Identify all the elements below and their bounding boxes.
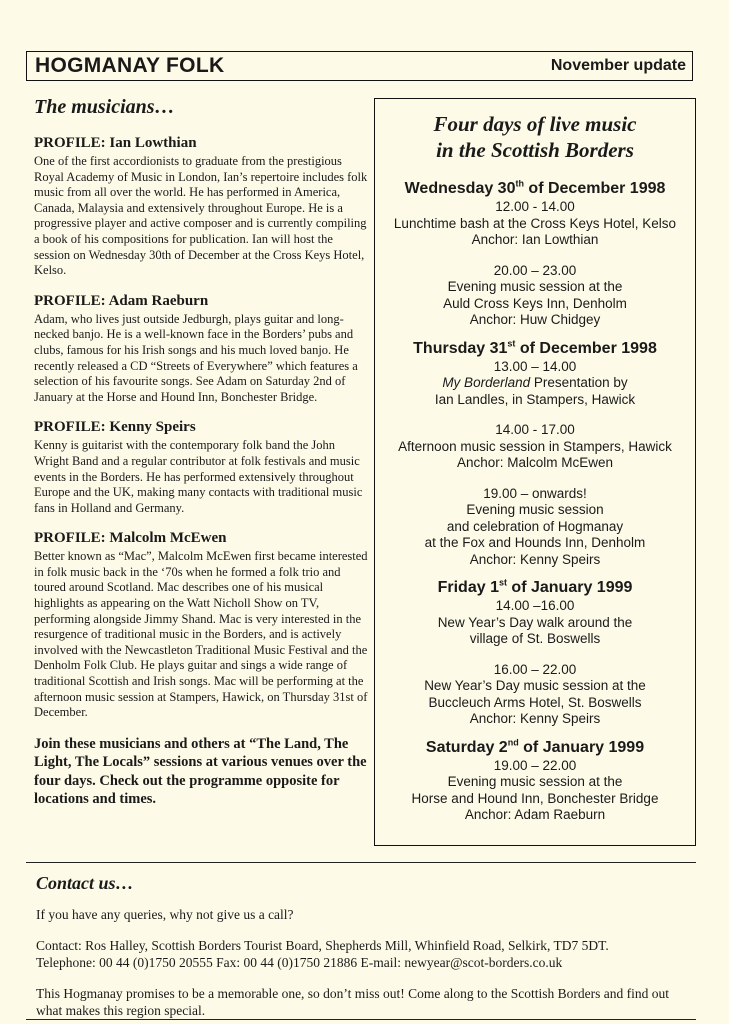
profile-malcolm-mcewen — [34, 530, 372, 721]
programme-event — [375, 486, 695, 569]
event-detail: Horse and Hound Inn, Bonchester Bridge — [411, 790, 659, 806]
profile-heading: PROFILE: Ian Lowthian — [34, 135, 197, 151]
divider-top — [26, 862, 696, 863]
event-detail: My Borderland Presentation by — [442, 375, 628, 390]
programme-event — [375, 422, 695, 472]
event-detail: New Year’s Day walk around the — [437, 614, 633, 630]
event-detail: Evening music session — [466, 502, 604, 517]
programme-event — [375, 263, 695, 329]
event-time: 16.00 – 22.00 — [493, 661, 577, 677]
profile-text: Adam, who lives just outside Jedburgh, plays guitar and long-necked banjo. He is a well-known face in the Borders’ pubs and clubs, famous for his Irish songs and his much loved banjo. He recently released a CD “Streets of Everywhere” which features a selection of his favourite songs. See Adam on Saturday 2nd of January at the Horse and Hound Inn, Bonchester Bridge. — [34, 311, 358, 404]
contact-address: Contact: Ros Halley, Scottish Borders Tourist Board, Shepherds Mill, Whinfield Road, Selkirk, TD7 5DT. — [36, 938, 609, 953]
programme-event — [375, 662, 695, 728]
event-detail: Anchor: Malcolm McEwen — [456, 455, 614, 470]
event-detail: village of St. Boswells — [469, 631, 601, 646]
programme-event — [375, 598, 695, 648]
newsletter-title: HOGMANAY FOLK — [35, 54, 225, 77]
event-detail: Afternoon music session in Stampers, Hawick — [398, 438, 672, 454]
event-detail: Lunchtime bash at the Cross Keys Hotel, Kelso — [393, 215, 677, 231]
programme-event — [375, 199, 695, 249]
event-time: 14.00 - 17.00 — [495, 422, 575, 437]
event-detail: Evening music session at the — [447, 774, 623, 789]
contact-phone: Telephone: 00 44 (0)1750 20555 Fax: 00 44 (0)1750 21886 E-mail: newyear@scot-borders.co.uk — [36, 955, 563, 970]
musicians-heading: The musicians… — [34, 96, 175, 118]
contact-heading: Contact us… — [36, 873, 134, 893]
event-detail: Anchor: Kenny Speirs — [469, 711, 601, 726]
programme-day-heading: Thursday 31st of December 1998 — [413, 338, 657, 357]
programme-day-heading: Wednesday 30th of December 1998 — [404, 178, 666, 197]
programme-event — [375, 359, 695, 409]
event-detail: Anchor: Adam Raeburn — [464, 807, 606, 822]
musicians-column — [34, 96, 372, 809]
profile-text: Kenny is guitarist with the contemporary folk band the John Wright Band and a regular contributor at folk festivals and music events in the Borders. He has performed extensively throughout Europe and the UK, making many contacts with traditional music fans in Holland and Germany. — [34, 438, 363, 515]
update-label: November update — [550, 57, 686, 74]
event-detail: Buccleuch Arms Hotel, St. Boswells — [428, 694, 642, 710]
programme-event — [375, 758, 695, 824]
programme-box — [374, 98, 696, 846]
programme-day-heading: Saturday 2nd of January 1999 — [425, 737, 645, 756]
profile-heading: PROFILE: Adam Raeburn — [34, 292, 209, 309]
programme-days — [375, 179, 695, 824]
programme-day-heading: Friday 1st of January 1999 — [437, 577, 633, 596]
event-time: 19.00 – onwards! — [483, 485, 587, 501]
event-detail: Anchor: Huw Chidgey — [469, 312, 601, 327]
event-detail: Evening music session at the — [447, 279, 623, 294]
profile-adam-raeburn — [34, 293, 372, 406]
programme-title — [375, 111, 695, 163]
event-detail: and celebration of Hogmanay — [446, 518, 624, 534]
event-detail: Anchor: Ian Lowthian — [471, 232, 599, 247]
profile-text: Better known as “Mac”, Malcolm McEwen first became interested in folk music back in the ‘70s when he formed a folk trio and toured around Scotland. Mac describes one of his musical highlights as appearing on the Watt Nicholl Show on TV, performing alongside Jimmy Shand. Mac is very interested in the resurgence of traditional music in the Borders, and is actively involved with the Newcastleton Traditional Music Festival and the Denholm Folk Club. He plays guitar and sings a wide range of traditional Scottish and Irish songs. Mac will be performing at the afternoon music session at Stampers, Hawick, on Thursday 31st of December. — [34, 549, 368, 720]
profile-heading: PROFILE: Malcolm McEwen — [34, 530, 227, 547]
event-detail: New Year’s Day music session at the — [424, 678, 646, 693]
event-detail: Auld Cross Keys Inn, Denholm — [443, 295, 627, 311]
event-time: 14.00 –16.00 — [495, 598, 575, 613]
profile-heading: PROFILE: Kenny Speirs — [34, 419, 196, 436]
divider-bottom — [26, 1019, 696, 1020]
event-time: 13.00 – 14.00 — [493, 358, 577, 374]
event-detail: at the Fox and Hounds Inn, Denholm — [424, 535, 646, 550]
programme-title-line2: in the Scottish Borders — [436, 138, 634, 162]
contact-section — [36, 873, 696, 1019]
profile-kenny-speirs — [34, 419, 372, 516]
profile-text: One of the first accordionists to graduate from the prestigious Royal Academy of Music in London, Ian’s repertoire includes folk music from all over the world. He has performed in America, Canada, Malaysia and extensively throughout Europe. He is a progressive player and active composer and is currently compiling a book of his compositions for publication. Ian will host the session on Wednesday 30th of December at the Cross Keys Hotel, Kelso. — [34, 154, 368, 278]
programme-title-line1: Four days of live music — [433, 112, 637, 136]
profile-ian-lowthian — [34, 135, 372, 279]
event-time: 19.00 – 22.00 — [493, 757, 577, 773]
contact-query: If you have any queries, why not give us a call? — [36, 907, 294, 922]
contact-closing: This Hogmanay promises to be a memorable one, so don’t miss out! Come along to the Scottish Borders and find out what makes this region special. — [36, 986, 670, 1018]
event-time: 12.00 - 14.00 — [495, 199, 575, 214]
event-detail: Ian Landles, in Stampers, Hawick — [434, 391, 636, 407]
event-time: 20.00 – 23.00 — [493, 262, 577, 278]
page-header — [26, 51, 693, 81]
join-callout: Join these musicians and others at “The Land, The Light, The Locals” sessions at various venues over the four days. Check out the programme opposite for locations and times. — [34, 735, 367, 808]
event-detail: Anchor: Kenny Speirs — [469, 551, 601, 567]
